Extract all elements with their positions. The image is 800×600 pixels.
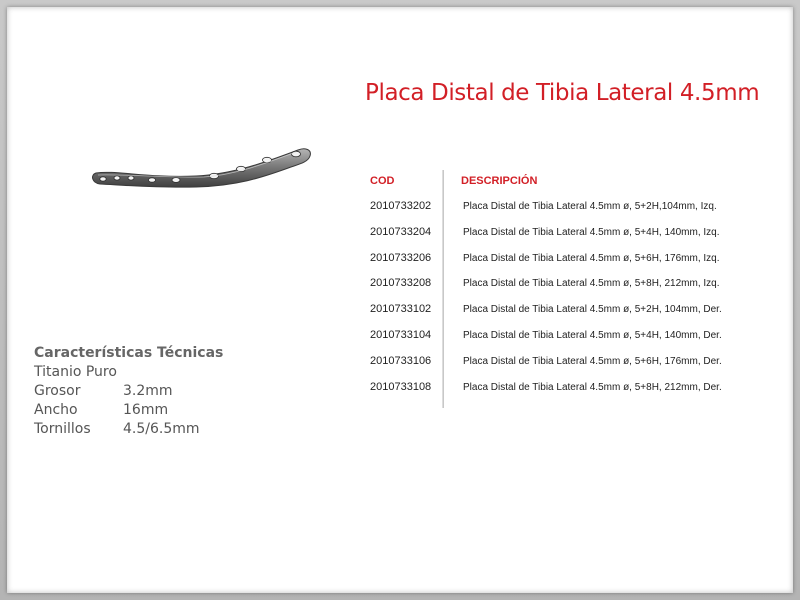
cell-code: 2010733104 bbox=[370, 329, 432, 341]
header-description: DESCRIPCIÓN bbox=[461, 175, 538, 187]
table-row bbox=[362, 381, 782, 401]
cell-code: 2010733102 bbox=[370, 303, 432, 315]
spec-label: Ancho bbox=[34, 402, 78, 418]
cell-description: Placa Distal de Tibia Lateral 4.5mm ø, 5+4H, 140mm, Izq. bbox=[463, 227, 720, 238]
spec-row-screws bbox=[34, 420, 223, 439]
table-row bbox=[362, 329, 782, 349]
spec-value: 4.5/6.5mm bbox=[123, 421, 200, 437]
cell-description: Placa Distal de Tibia Lateral 4.5mm ø, 5+8H, 212mm, Izq. bbox=[463, 278, 720, 289]
cell-description: Placa Distal de Tibia Lateral 4.5mm ø, 5+2H,104mm, Izq. bbox=[463, 201, 717, 212]
spec-label: Tornillos bbox=[34, 421, 91, 437]
page-title: Placa Distal de Tibia Lateral 4.5mm bbox=[365, 80, 760, 106]
cell-code: 2010733206 bbox=[370, 252, 432, 264]
specs-heading: Características Técnicas bbox=[34, 345, 224, 361]
specs-material: Titanio Puro bbox=[34, 364, 117, 380]
spec-value: 3.2mm bbox=[123, 383, 173, 399]
product-image bbox=[86, 140, 318, 200]
spec-label: Grosor bbox=[34, 383, 81, 399]
table-row bbox=[362, 226, 782, 246]
table-row bbox=[362, 355, 782, 375]
cell-code: 2010733202 bbox=[370, 200, 432, 212]
cell-description: Placa Distal de Tibia Lateral 4.5mm ø, 5+4H, 140mm, Der. bbox=[463, 330, 722, 341]
technical-specs bbox=[34, 345, 223, 439]
cell-code: 2010733204 bbox=[370, 226, 432, 238]
cell-description: Placa Distal de Tibia Lateral 4.5mm ø, 5+2H, 104mm, Der. bbox=[463, 304, 722, 315]
table-row bbox=[362, 200, 782, 220]
header-code: COD bbox=[370, 175, 395, 187]
cell-description: Placa Distal de Tibia Lateral 4.5mm ø, 5+8H, 212mm, Der. bbox=[463, 382, 722, 393]
cell-description: Placa Distal de Tibia Lateral 4.5mm ø, 5+6H, 176mm, Izq. bbox=[463, 253, 720, 264]
table-row bbox=[362, 277, 782, 297]
cell-code: 2010733108 bbox=[370, 381, 432, 393]
cell-code: 2010733208 bbox=[370, 277, 432, 289]
cell-description: Placa Distal de Tibia Lateral 4.5mm ø, 5+6H, 176mm, Der. bbox=[463, 356, 722, 367]
spec-row-width bbox=[34, 401, 223, 420]
bone-plate-icon bbox=[86, 140, 318, 200]
cell-code: 2010733106 bbox=[370, 355, 432, 367]
table-row bbox=[362, 303, 782, 323]
spec-value: 16mm bbox=[123, 402, 169, 418]
table-row bbox=[362, 252, 782, 272]
spec-row-thickness bbox=[34, 382, 223, 401]
